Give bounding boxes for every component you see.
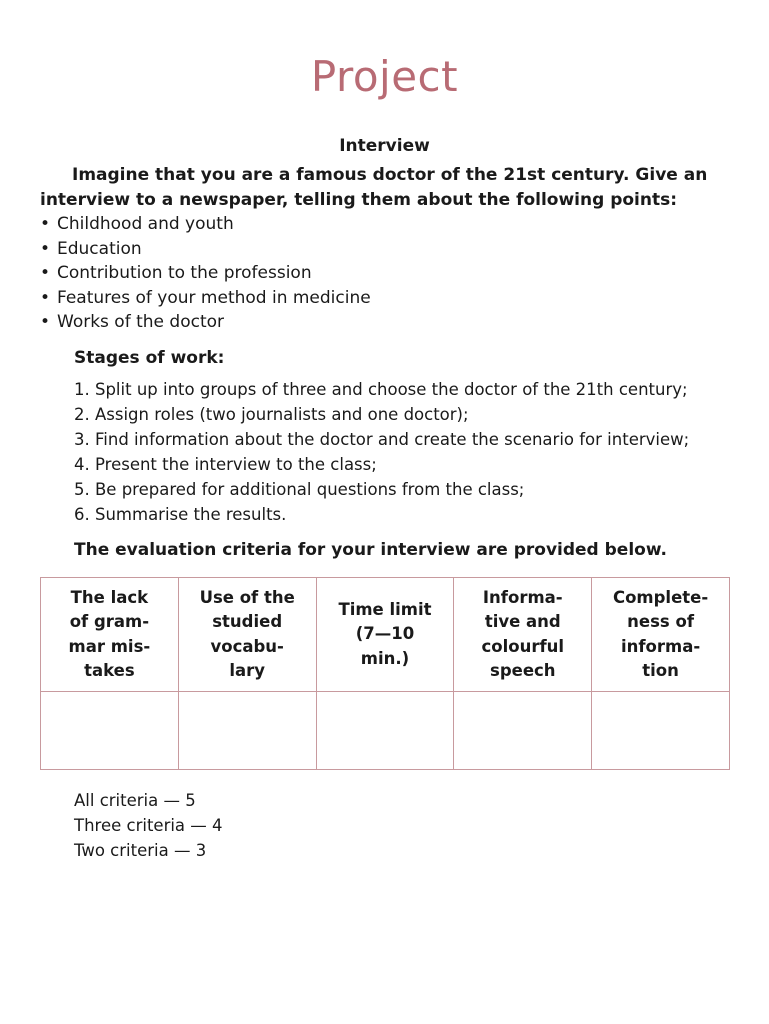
table-cell [592,692,730,770]
table-cell [454,692,592,770]
list-item: Three criteria — 4 [74,816,223,835]
table-header-cell: Informa- tive and colourful speech [454,578,592,692]
evaluation-heading: The evaluation criteria for your interview are provided below. [74,540,667,560]
list-item: Two criteria — 3 [74,841,207,860]
list-item: • Education [40,237,371,262]
stages-list [74,377,689,527]
list-item: • Features of your method in medicine [40,286,371,311]
page-title: Project [310,52,459,101]
table-cell [41,692,179,770]
task-intro: Imagine that you are a famous doctor of the 21st century. Give an interview to a newspaper, telling them about the following points: [40,165,708,210]
points-list [40,212,371,335]
table-cell [316,692,454,770]
stages-heading: Stages of work: [74,348,225,368]
scores-list [74,788,223,863]
list-item: • Childhood and youth [40,212,371,237]
table-header-row [41,578,730,692]
table-header-cell: Time limit (7—10 min.) [316,578,454,692]
section-subtitle: Interview [339,136,430,156]
list-item: 3. Find information about the doctor and create the scenario for interview; [74,430,690,449]
table-header-cell: Use of the studied vocabu- lary [178,578,316,692]
table-row [41,692,730,770]
list-item: • Contribution to the profession [40,261,371,286]
table-header-cell: Complete- ness of informa- tion [592,578,730,692]
table-header-cell: The lack of gram- mar mis- takes [41,578,179,692]
list-item: All criteria — 5 [74,791,196,810]
list-item: 4. Present the interview to the class; [74,455,377,474]
table-cell [178,692,316,770]
list-item: 5. Be prepared for additional questions from the class; [74,480,525,499]
list-item: • Works of the doctor [40,310,371,335]
criteria-table [40,577,730,770]
list-item: 1. Split up into groups of three and choose the doctor of the 21th century; [74,380,688,399]
list-item: 6. Summarise the results. [74,505,287,524]
list-item: 2. Assign roles (two journalists and one doctor); [74,405,469,424]
